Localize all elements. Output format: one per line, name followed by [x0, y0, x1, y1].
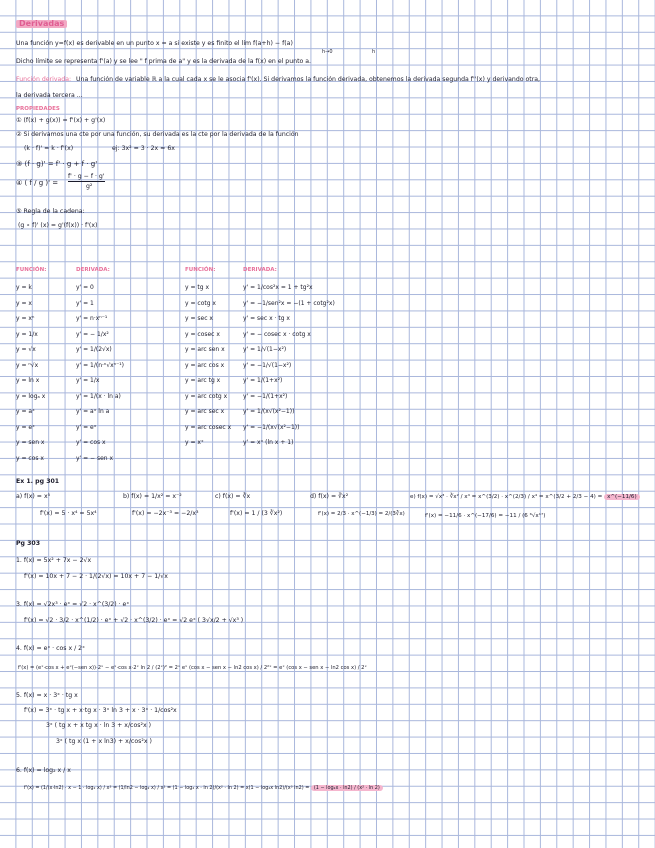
pg303-heading: Pg 303 [16, 540, 41, 547]
ex1-c-derivative: f'(x) = 1 / (3 ∛x²) [230, 510, 283, 517]
table-right-function-cell-8: y = arc sec x [185, 408, 225, 415]
table-right-derivative-header: DERIVADA: [243, 267, 277, 273]
property-1: ① (f(x) + g(x)) = f'(x) + g'(x) [16, 117, 106, 124]
table-right-derivative-cell-6: y' = 1/(1+x²) [243, 377, 283, 384]
table-left-function-cell-1: y = x [16, 299, 32, 307]
table-left-function-cell-8: y = aˣ [16, 408, 35, 415]
pg303-3-function: 3. f(x) = √2x³ · eˣ = √2 · x^(3/2) · eˣ [16, 601, 130, 608]
table-left-function-cell-7: y = logₐ x [16, 392, 46, 400]
property-4-lhs: ④ ( f / g )' = [16, 179, 59, 187]
derived-function-text: Una función de variable ℝ a la cual cada x se le asocia f'(x). Si derivamos la función derivada, obtenemos la derivada segunda f''(x) y derivando otra, [76, 76, 541, 83]
table-right-function-cell-7: y = arc cotg x [185, 392, 228, 400]
table-right-derivative-cell-8: y' = 1/(x√(x²−1)) [243, 408, 295, 415]
table-left-derivative-cell-9: y' = eˣ [76, 423, 97, 431]
table-left-function-cell-5: y = ⁿ√x [16, 361, 39, 369]
table-right-function-cell-4: y = arc sen x [185, 346, 225, 353]
definition-line-4: la derivada tercera ... [16, 92, 83, 99]
ex1-b-derivative: f'(x) = −2x⁻³ = −2/x³ [132, 510, 199, 517]
table-left-derivative-cell-2: y' = n·xⁿ⁻¹ [76, 315, 108, 322]
table-left-derivative-cell-8: y' = aˣ ln a [76, 408, 110, 415]
property-2: ② Si derivamos una cte por una función, su derivada es la cte por la derivada de la función [16, 131, 299, 138]
table-right-function-cell-0: y = tg x [185, 284, 210, 291]
table-left-function-cell-11: y = cos x [16, 454, 44, 462]
property-3: ③ (f · g)' = f' · g + f · g' [16, 160, 98, 168]
table-left-function-cell-10: y = sen x [16, 439, 45, 446]
properties-heading: PROPIEDADES [16, 106, 60, 112]
property-4-numerator: f' · g − f · g' [68, 173, 105, 180]
table-left-derivative-header: DERIVADA: [76, 267, 110, 273]
table-right-function-cell-2: y = sec x [185, 315, 213, 322]
table-left-function-cell-9: y = eˣ [16, 423, 35, 431]
definition-line-2: Dicho límite se representa f'(a) y se lee " f prima de a" y es la derivada de la f(x) en el punto a. [16, 58, 312, 65]
chain-rule-heading: ⑤ Regla de la cadena: [16, 208, 85, 215]
pg303-5-simplified: 3ˣ ( tg x (1 + x ln3) + x/cos²x ) [56, 738, 152, 745]
table-left-function-cell-0: y = k [16, 284, 32, 291]
table-left-function-cell-4: y = √x [16, 346, 36, 353]
table-left-function-cell-3: y = 1/x [16, 330, 38, 338]
limit-subscript: h→0 [322, 49, 333, 55]
table-right-function-cell-5: y = arc cos x [185, 361, 225, 369]
table-right-derivative-cell-7: y' = −1/(1+x²) [243, 392, 288, 400]
table-right-function-cell-1: y = cotg x [185, 299, 216, 307]
table-right-derivative-cell-5: y' = −1/√(1−x²) [243, 361, 292, 369]
table-left-derivative-cell-6: y' = 1/x [76, 377, 100, 384]
pg303-6-function: 6. f(x) = log₂ x / x [16, 767, 71, 774]
table-left-function-cell-6: y = ln x [16, 377, 40, 384]
derived-function-label: Función derivada: [16, 76, 72, 83]
pg303-6-derivative [24, 784, 383, 792]
table-left-derivative-cell-7: y' = 1/(x · ln a) [76, 392, 121, 400]
table-right-function-cell-9: y = arc cosec x [185, 423, 232, 431]
ex1-heading: Ex 1. pg 301 [16, 478, 60, 485]
definition-line-1: Una función y=f(x) es derivable en un punto x = a si existe y es finito el lím f(a+h) − f(a) [16, 40, 293, 47]
table-left-derivative-cell-11: y' = − sen x [76, 454, 114, 462]
ex1-d-function: d) f(x) = ∛x² [310, 493, 349, 500]
table-left-derivative-cell-10: y' = cos x [76, 439, 106, 446]
pg303-3-derivative: f'(x) = √2 · 3/2 · x^(1/2) · eˣ + √2 · x^(3/2) · eˣ = √2 eˣ ( 3√x/2 + √x³ ) [24, 617, 244, 624]
property-4-denominator: g² [86, 183, 93, 190]
ex1-c-function: c) f(x) = ∛x [215, 493, 251, 500]
ex1-e-function [410, 493, 640, 501]
chain-rule-formula: (g ∘ f)' (x) = g'(f(x)) · f'(x) [18, 222, 98, 229]
ex1-e-derivative: f'(x) = −11/6 · x^(−17/6) = −11 / (6 ⁶√x¹⁷) [425, 513, 546, 519]
table-right-function-cell-6: y = arc tg x [185, 377, 221, 384]
pg303-4-function: 4. f(x) = eˣ · cos x / 2ˣ [16, 645, 85, 652]
table-left-derivative-cell-0: y' = 0 [76, 284, 94, 291]
table-left-derivative-cell-1: y' = 1 [76, 299, 94, 307]
table-left-function-header: FUNCIÓN: [16, 267, 47, 273]
table-right-function-cell-10: y = xˣ [185, 439, 204, 446]
pg303-6-steps: f'(x) = (1/(x·ln2) · x − 1 · log₂ x) / x² = (1/ln2 − log₂ x) / x² = (1 − log₂ x · ln 2)/(x² · ln 2) = x(1 − log₂x ln2)/(x³ ln2) = [24, 785, 311, 791]
pg303-4-derivative: f'(x) = (eˣ·cos x + eˣ(−sen x))·2ˣ − eˣ·cos x·2ˣ ln 2 / (2ˣ)² = 2ˣ eˣ (cos x − sen x − ln2 cos x) / 2²ˣ = eˣ (cos x − sen x − ln2 cos x) / 2ˣ [18, 665, 367, 671]
table-left-derivative-cell-4: y' = 1/(2√x) [76, 346, 112, 353]
pg303-5-factored: 3ˣ ( tg x + x tg x · ln 3 + x/cos²x ) [46, 722, 151, 729]
ex1-d-derivative: f'(x) = 2/3 · x^(−1/3) = 2/(3∛x) [318, 511, 405, 517]
table-left-derivative-cell-5: y' = 1/(n·ⁿ√xⁿ⁻¹) [76, 361, 124, 369]
table-right-derivative-cell-2: y' = sec x · tg x [243, 315, 290, 322]
page-title: Derivadas [16, 20, 67, 28]
ex1-e-steps: e) f(x) = √x³ · ∛x² / x⁴ = x^(3/2) · x^(2/3) / x⁴ = x^(3/2 + 2/3 − 4) = [410, 494, 605, 500]
ex1-e-result: x^(−11/6) [604, 494, 640, 500]
pg303-5-derivative: f'(x) = 3ˣ · tg x + x·tg x · 3ˣ ln 3 + x · 3ˣ · 1/cos²x [24, 707, 177, 714]
ex1-b-function: b) f(x) = 1/x² = x⁻² [123, 493, 182, 500]
property-2-example: ej: 3x² = 3 · 2x = 6x [112, 145, 175, 152]
table-left-function-cell-2: y = xⁿ [16, 315, 35, 322]
table-right-derivative-cell-4: y' = 1/√(1−x²) [243, 346, 287, 353]
table-right-derivative-cell-10: y' = xˣ (ln x + 1) [243, 439, 294, 446]
pg303-6-result: (1 − log₂x · ln2) / (x² · ln 2) [311, 785, 383, 791]
table-right-derivative-cell-1: y' = −1/sen²x = −(1 + cotg²x) [243, 299, 335, 307]
table-right-derivative-cell-9: y' = −1/(x√(x²−1)) [243, 423, 300, 431]
table-left-derivative-cell-3: y' = − 1/x² [76, 330, 109, 338]
ex1-a-derivative: f'(x) = 5 · x⁴ = 5x⁴ [40, 510, 97, 517]
pg303-5-function: 5. f(x) = x · 3ˣ · tg x [16, 692, 78, 699]
ex1-a-function: a) f(x) = x⁵ [16, 493, 51, 500]
pg303-1-derivative: f'(x) = 10x + 7 − 2 · 1/(2√x) = 10x + 7 − 1/√x [24, 573, 168, 580]
pg303-1-function: 1. f(x) = 5x² + 7x − 2√x [16, 557, 92, 564]
property-2-formula: (k · f)' = k · f'(x) [24, 145, 74, 152]
limit-denominator: h [372, 49, 376, 55]
table-right-derivative-cell-0: y' = 1/cos²x = 1 + tg²x [243, 284, 313, 291]
table-right-function-header: FUNCIÓN: [185, 267, 216, 273]
table-right-function-cell-3: y = cosec x [185, 330, 220, 338]
table-right-derivative-cell-3: y' = − cosec x · cotg x [243, 330, 311, 338]
